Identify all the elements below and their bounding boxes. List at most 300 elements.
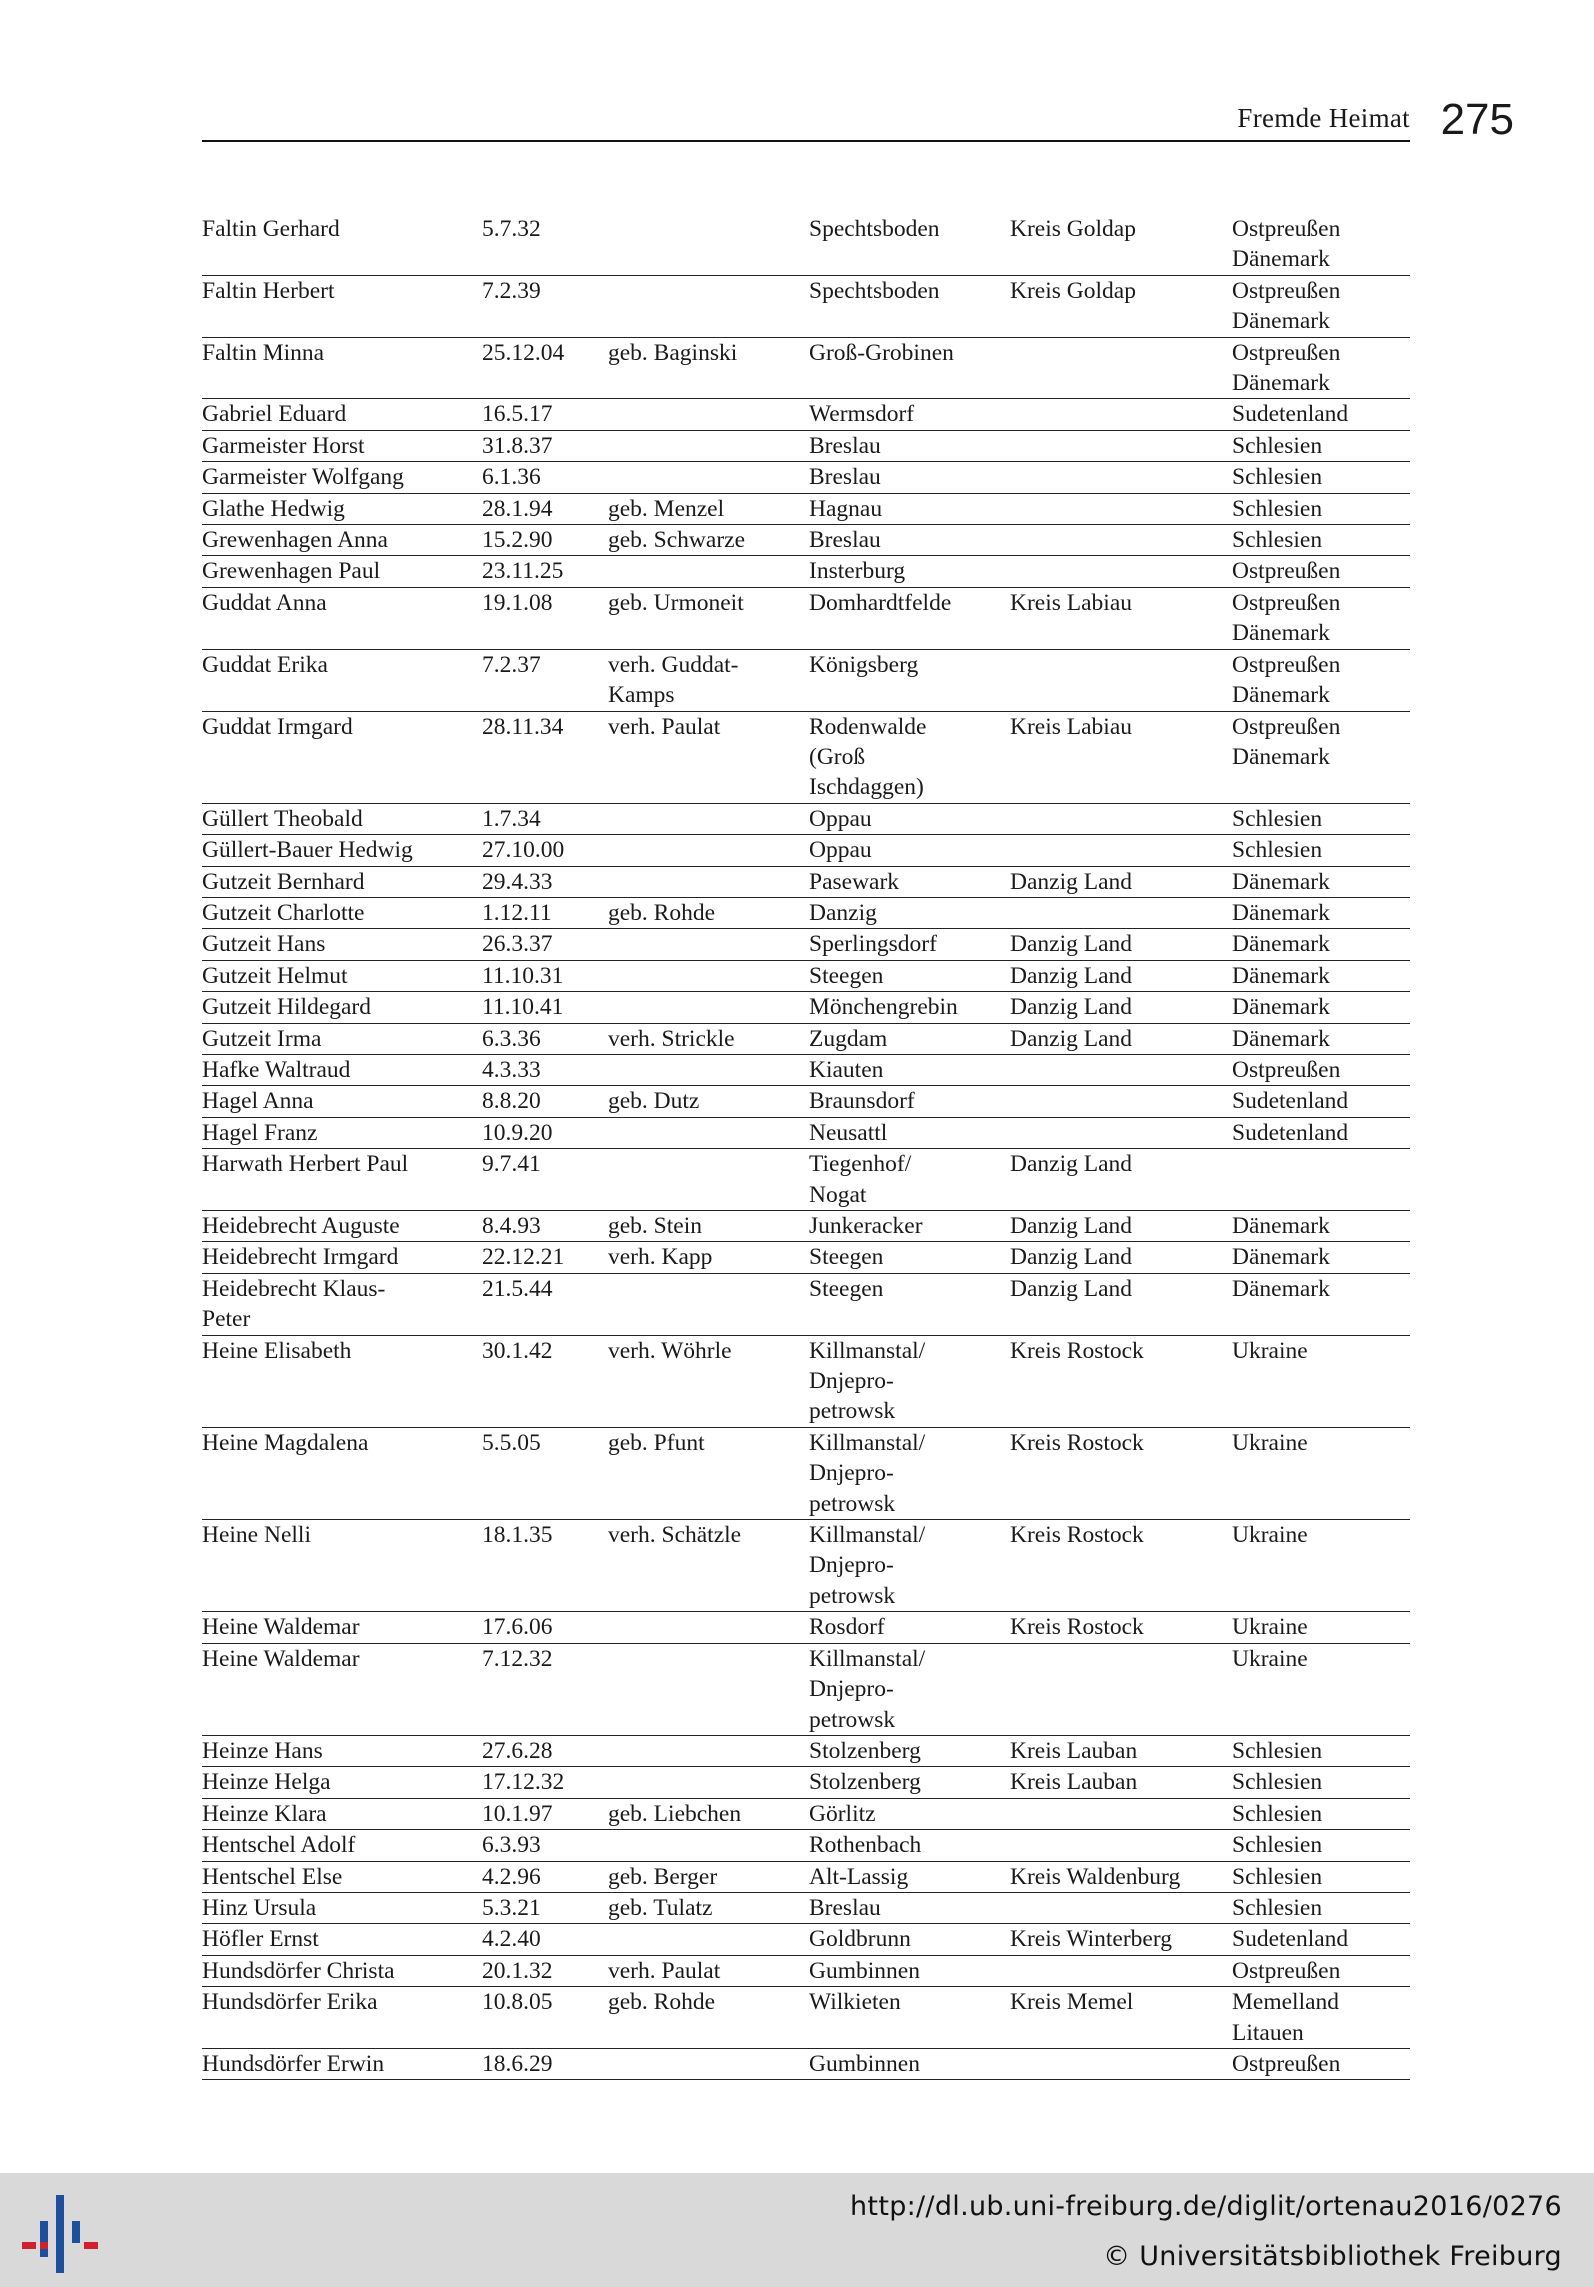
birthdate-cell: 8.4.93 <box>482 1213 541 1239</box>
place-cell: Breslau <box>809 527 881 554</box>
birthdate-cell: 11.10.41 <box>482 994 564 1021</box>
region-cell: Schlesien <box>1232 527 1323 554</box>
table-row <box>202 214 1410 276</box>
table-row <box>202 1149 1410 1211</box>
table-row <box>202 588 1410 650</box>
region-cell: Schlesien <box>1232 1894 1323 1921</box>
district-cell <box>1010 494 1232 524</box>
region-cell: Schlesien <box>1232 1832 1323 1859</box>
footer-bar <box>0 2173 1594 2287</box>
name-cell: Güllert-Bauer Hedwig <box>202 837 413 864</box>
name-cell: Guddat Anna <box>202 589 327 616</box>
maiden-name-cell: verh. Wöhrle <box>608 1337 732 1364</box>
region-cell: Schlesien <box>1232 495 1323 522</box>
maiden-name-cell <box>608 1612 809 1642</box>
district-cell: Kreis Memel <box>1010 1989 1134 2016</box>
name-cell: Faltin Gerhard <box>202 216 340 242</box>
maiden-name-cell: verh. Schätzle <box>608 1522 742 1549</box>
birthdate-cell: 7.2.39 <box>482 277 541 304</box>
district-cell <box>1010 338 1232 399</box>
maiden-name-cell: geb. Rohde <box>608 1989 716 2016</box>
district-cell <box>1010 1830 1232 1860</box>
name-cell: Heine Waldemar <box>202 1614 360 1641</box>
place-cell: Pasewark <box>809 868 900 895</box>
maiden-name-cell <box>608 1924 809 1954</box>
name-cell: Heine Magdalena <box>202 1429 369 1456</box>
district-cell: Kreis Rostock <box>1010 1522 1144 1549</box>
place-cell: Oppau <box>809 805 872 832</box>
district-cell: Kreis Rostock <box>1010 1614 1144 1641</box>
place-cell: Steegen <box>809 1244 884 1271</box>
place-cell: Breslau <box>809 1894 881 1921</box>
maiden-name-cell <box>608 1274 809 1335</box>
region-cell: Dänemark <box>1232 1275 1330 1302</box>
maiden-name-cell: geb. Rohde <box>608 899 716 926</box>
district-cell <box>1010 556 1232 586</box>
birthdate-cell: 1.12.11 <box>482 899 552 926</box>
place-cell: Wermsdorf <box>809 401 915 428</box>
region-cell: Ostpreußen Dänemark <box>1232 713 1341 770</box>
name-cell: Hentschel Adolf <box>202 1832 356 1859</box>
name-cell: Heidebrecht Auguste <box>202 1213 400 1239</box>
place-cell: Rosdorf <box>809 1614 885 1641</box>
table-row <box>202 338 1410 400</box>
name-cell: Hagel Anna <box>202 1088 314 1115</box>
source-url-link[interactable]: http://dl.ub.uni-freiburg.de/diglit/ortenau2016/0276 <box>850 2191 1562 2222</box>
maiden-name-cell <box>608 1736 809 1766</box>
table-row <box>202 556 1410 587</box>
name-cell: Glathe Hedwig <box>202 495 345 522</box>
name-cell: Güllert Theobald <box>202 805 363 832</box>
region-cell: Ostpreußen Dänemark <box>1232 339 1341 397</box>
table-row <box>202 835 1410 866</box>
district-cell <box>1010 804 1232 834</box>
page-number: 275 <box>1440 95 1514 144</box>
table-row <box>202 929 1410 960</box>
name-cell: Grewenhagen Anna <box>202 527 388 554</box>
birthdate-cell: 31.8.37 <box>482 432 553 459</box>
district-cell <box>1010 1118 1232 1148</box>
place-cell: Stolzenberg <box>809 1737 921 1764</box>
district-cell <box>1010 1956 1232 1986</box>
name-cell: Heine Elisabeth <box>202 1337 352 1364</box>
table-row <box>202 276 1410 338</box>
table-row <box>202 1520 1410 1612</box>
birthdate-cell: 10.8.05 <box>482 1989 553 2016</box>
district-cell: Kreis Labiau <box>1010 589 1133 616</box>
birthdate-cell: 23.11.25 <box>482 558 564 585</box>
region-cell: Dänemark <box>1232 899 1330 926</box>
region-cell: Dänemark <box>1232 962 1330 989</box>
birthdate-cell: 5.5.05 <box>482 1429 541 1456</box>
table-row <box>202 431 1410 462</box>
ub-freiburg-logo-icon[interactable] <box>20 2193 100 2275</box>
table-row <box>202 1644 1410 1736</box>
name-cell: Gutzeit Bernhard <box>202 868 365 895</box>
maiden-name-cell <box>608 431 809 461</box>
birthdate-cell: 25.12.04 <box>482 339 565 366</box>
region-cell: Dänemark <box>1232 868 1330 895</box>
maiden-name-cell: geb. Urmoneit <box>608 589 744 616</box>
table-row <box>202 2049 1410 2080</box>
district-cell <box>1010 1055 1232 1085</box>
region-cell: Ukraine <box>1232 1429 1308 1456</box>
district-cell: Danzig Land <box>1010 962 1133 989</box>
maiden-name-cell <box>608 804 809 834</box>
region-cell: Schlesien <box>1232 1737 1323 1764</box>
district-cell: Kreis Winterberg <box>1010 1926 1172 1953</box>
birthdate-cell: 8.8.20 <box>482 1088 541 1115</box>
place-cell: Hagnau <box>809 495 883 522</box>
table-row <box>202 1893 1410 1924</box>
birthdate-cell: 22.12.21 <box>482 1244 565 1271</box>
birthdate-cell: 5.3.21 <box>482 1894 541 1921</box>
birthdate-cell: 4.2.40 <box>482 1926 541 1953</box>
maiden-name-cell: geb. Menzel <box>608 495 725 522</box>
place-cell: Kiauten <box>809 1056 884 1083</box>
table-row <box>202 992 1410 1023</box>
table-row <box>202 525 1410 556</box>
region-cell: Ukraine <box>1232 1645 1308 1672</box>
page-header <box>202 95 1514 149</box>
region-cell: Schlesien <box>1232 837 1323 864</box>
table-row <box>202 1086 1410 1117</box>
place-cell: Gumbinnen <box>809 2050 920 2077</box>
name-cell: Gutzeit Hildegard <box>202 994 372 1021</box>
region-cell: Memelland Litauen <box>1232 1989 1340 2046</box>
maiden-name-cell: geb. Dutz <box>608 1088 700 1115</box>
birthdate-cell: 28.11.34 <box>482 713 564 740</box>
maiden-name-cell: verh. Guddat- Kamps <box>608 651 739 709</box>
district-cell <box>1010 399 1232 429</box>
table-row <box>202 1736 1410 1767</box>
birthdate-cell: 5.7.32 <box>482 216 541 242</box>
place-cell: Rothenbach <box>809 1832 922 1859</box>
district-cell: Danzig Land <box>1010 1275 1133 1302</box>
maiden-name-cell <box>608 867 809 897</box>
place-cell: Neusattl <box>809 1119 888 1146</box>
birthdate-cell: 15.2.90 <box>482 527 553 554</box>
district-cell <box>1010 898 1232 928</box>
district-cell: Kreis Rostock <box>1010 1429 1144 1456</box>
region-cell: Sudetenland <box>1232 401 1349 428</box>
name-cell: Guddat Erika <box>202 651 328 678</box>
district-cell <box>1010 1086 1232 1116</box>
name-cell: Garmeister Wolfgang <box>202 464 404 491</box>
copyright-notice: © Universitätsbibliothek Freiburg <box>1103 2241 1562 2272</box>
region-cell: Schlesien <box>1232 1863 1323 1890</box>
place-cell: Killmanstal/ Dnjepro- petrowsk <box>809 1337 926 1425</box>
name-cell: Heinze Klara <box>202 1800 327 1827</box>
region-cell: Ukraine <box>1232 1522 1308 1549</box>
birthdate-cell: 10.1.97 <box>482 1800 553 1827</box>
table-row <box>202 1274 1410 1336</box>
region-cell: Ostpreußen <box>1232 2050 1341 2077</box>
name-cell: Heinze Hans <box>202 1737 323 1764</box>
place-cell: Alt-Lassig <box>809 1863 909 1890</box>
name-cell: Grewenhagen Paul <box>202 558 381 585</box>
table-row <box>202 1924 1410 1955</box>
birthdate-cell: 4.2.96 <box>482 1863 541 1890</box>
place-cell: Breslau <box>809 432 881 459</box>
birthdate-cell: 6.3.36 <box>482 1025 541 1052</box>
table-row <box>202 1118 1410 1149</box>
name-cell: Hundsdörfer Erika <box>202 1989 378 2016</box>
maiden-name-cell: geb. Schwarze <box>608 527 746 554</box>
region-cell: Dänemark <box>1232 994 1330 1021</box>
region-cell: Dänemark <box>1232 1025 1330 1052</box>
region-cell: Schlesien <box>1232 805 1323 832</box>
place-cell: Spechtsboden <box>809 216 940 242</box>
region-cell <box>1232 1149 1410 1210</box>
birthdate-cell: 11.10.31 <box>482 962 564 989</box>
maiden-name-cell: geb. Berger <box>608 1863 718 1890</box>
maiden-name-cell <box>608 1118 809 1148</box>
maiden-name-cell <box>608 961 809 991</box>
table-row <box>202 399 1410 430</box>
birthdate-cell: 17.6.06 <box>482 1614 553 1641</box>
district-cell <box>1010 1799 1232 1829</box>
name-cell: Guddat Irmgard <box>202 713 353 740</box>
birthdate-cell: 16.5.17 <box>482 401 553 428</box>
region-cell: Ostpreußen Dänemark <box>1232 589 1341 647</box>
maiden-name-cell: verh. Kapp <box>608 1244 713 1271</box>
district-cell <box>1010 835 1232 865</box>
maiden-name-cell <box>608 462 809 492</box>
name-cell: Höfler Ernst <box>202 1926 319 1953</box>
place-cell: Sperlingsdorf <box>809 931 937 958</box>
birthdate-cell: 18.1.35 <box>482 1522 553 1549</box>
birthdate-cell: 26.3.37 <box>482 931 553 958</box>
place-cell: Braunsdorf <box>809 1088 915 1115</box>
place-cell: Killmanstal/ Dnjepro- petrowsk <box>809 1429 926 1517</box>
maiden-name-cell <box>608 1055 809 1085</box>
table-row <box>202 1024 1410 1055</box>
place-cell: Steegen <box>809 1275 884 1302</box>
birthdate-cell: 7.12.32 <box>482 1645 553 1672</box>
name-cell: Hundsdörfer Christa <box>202 1957 395 1984</box>
place-cell: Killmanstal/ Dnjepro- petrowsk <box>809 1645 926 1733</box>
district-cell: Danzig Land <box>1010 1025 1133 1052</box>
district-cell: Danzig Land <box>1010 1244 1133 1271</box>
place-cell: Mönchengrebin <box>809 994 958 1021</box>
table-row <box>202 1612 1410 1643</box>
district-cell <box>1010 1893 1232 1923</box>
birthdate-cell: 27.6.28 <box>482 1737 553 1764</box>
birthdate-cell: 10.9.20 <box>482 1119 553 1146</box>
name-cell: Hentschel Else <box>202 1863 343 1890</box>
birthdate-cell: 29.4.33 <box>482 868 553 895</box>
region-cell: Sudetenland <box>1232 1119 1349 1146</box>
birthdate-cell: 20.1.32 <box>482 1957 553 1984</box>
place-cell: Insterburg <box>809 558 906 585</box>
name-cell: Gabriel Eduard <box>202 401 347 428</box>
table-row <box>202 1428 1410 1520</box>
maiden-name-cell <box>608 1149 809 1210</box>
district-cell: Kreis Lauban <box>1010 1769 1138 1796</box>
district-cell: Danzig Land <box>1010 994 1133 1021</box>
region-cell: Ostpreußen <box>1232 558 1341 585</box>
region-cell: Ostpreußen Dänemark <box>1232 277 1341 335</box>
place-cell: Steegen <box>809 962 884 989</box>
table-row <box>202 1336 1410 1428</box>
birthdate-cell: 27.10.00 <box>482 837 565 864</box>
name-cell: Gutzeit Charlotte <box>202 899 365 926</box>
table-row <box>202 961 1410 992</box>
district-cell: Danzig Land <box>1010 931 1133 958</box>
table-row <box>202 1799 1410 1830</box>
place-cell: Danzig <box>809 899 877 926</box>
district-cell <box>1010 431 1232 461</box>
birthdate-cell: 6.3.93 <box>482 1832 541 1859</box>
place-cell: Oppau <box>809 837 872 864</box>
name-cell: Garmeister Horst <box>202 432 365 459</box>
table-row <box>202 1830 1410 1861</box>
birthdate-cell: 6.1.36 <box>482 464 541 491</box>
birthdate-cell: 19.1.08 <box>482 589 553 616</box>
region-cell: Ostpreußen Dänemark <box>1232 651 1341 709</box>
maiden-name-cell <box>608 399 809 429</box>
district-cell: Kreis Labiau <box>1010 713 1133 740</box>
birthdate-cell: 1.7.34 <box>482 805 541 832</box>
region-cell: Schlesien <box>1232 464 1323 491</box>
region-cell: Sudetenland <box>1232 1926 1349 1953</box>
name-cell: Faltin Minna <box>202 339 325 366</box>
birthdate-cell: 21.5.44 <box>482 1275 553 1302</box>
place-cell: Königsberg <box>809 651 919 678</box>
district-cell <box>1010 2049 1232 2079</box>
name-cell: Hagel Franz <box>202 1119 318 1146</box>
name-cell: Heinze Helga <box>202 1769 331 1796</box>
maiden-name-cell <box>608 1767 809 1797</box>
maiden-name-cell: verh. Strickle <box>608 1025 735 1052</box>
maiden-name-cell: geb. Baginski <box>608 339 738 366</box>
name-cell: Heine Waldemar <box>202 1645 360 1672</box>
maiden-name-cell <box>608 1830 809 1860</box>
place-cell: Spechtsboden <box>809 277 940 304</box>
district-cell: Kreis Rostock <box>1010 1337 1144 1364</box>
maiden-name-cell: geb. Tulatz <box>608 1894 713 1921</box>
name-cell: Harwath Herbert Paul <box>202 1151 409 1178</box>
table-row <box>202 1862 1410 1893</box>
table-row <box>202 1767 1410 1798</box>
running-title: Fremde Heimat <box>1237 103 1410 133</box>
maiden-name-cell: verh. Paulat <box>608 713 721 740</box>
region-cell: Schlesien <box>1232 1769 1323 1796</box>
region-cell: Schlesien <box>1232 432 1323 459</box>
maiden-name-cell <box>608 276 809 337</box>
table-row <box>202 494 1410 525</box>
maiden-name-cell <box>608 835 809 865</box>
place-cell: Gumbinnen <box>809 1957 920 1984</box>
birthdate-cell: 17.12.32 <box>482 1769 565 1796</box>
maiden-name-cell <box>608 214 809 275</box>
table-row <box>202 1956 1410 1987</box>
district-cell <box>1010 525 1232 555</box>
birthdate-cell: 9.7.41 <box>482 1151 541 1178</box>
region-cell: Ostpreußen <box>1232 1957 1341 1984</box>
district-cell: Kreis Waldenburg <box>1010 1863 1181 1890</box>
name-cell: Hafke Waltraud <box>202 1056 351 1083</box>
region-cell: Schlesien <box>1232 1800 1323 1827</box>
table-row <box>202 650 1410 712</box>
place-cell: Killmanstal/ Dnjepro- petrowsk <box>809 1522 926 1609</box>
district-cell <box>1010 462 1232 492</box>
district-cell <box>1010 1644 1232 1735</box>
birthdate-cell: 30.1.42 <box>482 1337 553 1364</box>
name-cell: Gutzeit Helmut <box>202 962 348 989</box>
place-cell: Tiegenhof/ Nogat <box>809 1151 912 1208</box>
name-cell: Gutzeit Hans <box>202 931 326 958</box>
maiden-name-cell <box>608 992 809 1022</box>
table-row <box>202 1987 1410 2049</box>
name-cell: Heine Nelli <box>202 1522 311 1549</box>
maiden-name-cell: geb. Pfunt <box>608 1429 705 1456</box>
table-row <box>202 712 1410 804</box>
table-row <box>202 1242 1410 1273</box>
region-cell: Sudetenland <box>1232 1088 1349 1115</box>
birthdate-cell: 28.1.94 <box>482 495 553 522</box>
place-cell: Zugdam <box>809 1025 888 1052</box>
name-cell: Heidebrecht Irmgard <box>202 1244 399 1271</box>
maiden-name-cell <box>608 1644 809 1735</box>
region-cell: Dänemark <box>1232 1244 1330 1271</box>
name-cell: Heidebrecht Klaus- Peter <box>202 1275 386 1333</box>
district-cell: Danzig Land <box>1010 868 1133 895</box>
region-cell: Ostpreußen <box>1232 1056 1341 1083</box>
region-cell: Ukraine <box>1232 1614 1308 1641</box>
maiden-name-cell: verh. Paulat <box>608 1957 721 1984</box>
district-cell: Kreis Goldap <box>1010 277 1136 304</box>
table-row <box>202 1211 1410 1242</box>
place-cell: Stolzenberg <box>809 1769 921 1796</box>
maiden-name-cell: geb. Stein <box>608 1213 702 1239</box>
place-cell: Wilkieten <box>809 1989 901 2016</box>
place-cell: Breslau <box>809 464 881 491</box>
birthdate-cell: 7.2.37 <box>482 651 541 678</box>
region-cell: Ostpreußen Dänemark <box>1232 216 1341 273</box>
name-cell: Hinz Ursula <box>202 1894 317 1921</box>
table-row <box>202 462 1410 493</box>
place-cell: Rodenwalde (Groß Ischdaggen) <box>809 713 927 801</box>
header-rule <box>202 140 1410 142</box>
place-cell: Goldbrunn <box>809 1926 911 1953</box>
birthdate-cell: 4.3.33 <box>482 1056 541 1083</box>
name-cell: Faltin Herbert <box>202 277 335 304</box>
maiden-name-cell <box>608 929 809 959</box>
table-row <box>202 804 1410 835</box>
district-cell: Danzig Land <box>1010 1151 1133 1178</box>
register-table <box>202 214 1410 2080</box>
name-cell: Gutzeit Irma <box>202 1025 322 1052</box>
district-cell: Danzig Land <box>1010 1213 1133 1239</box>
maiden-name-cell <box>608 2049 809 2079</box>
region-cell: Dänemark <box>1232 1213 1330 1239</box>
birthdate-cell: 18.6.29 <box>482 2050 553 2077</box>
place-cell: Görlitz <box>809 1800 876 1827</box>
maiden-name-cell: geb. Liebchen <box>608 1800 742 1827</box>
place-cell: Groß-Grobinen <box>809 339 954 366</box>
district-cell <box>1010 650 1232 711</box>
region-cell: Ukraine <box>1232 1337 1308 1364</box>
district-cell: Kreis Goldap <box>1010 216 1136 242</box>
maiden-name-cell <box>608 556 809 586</box>
name-cell: Hundsdörfer Erwin <box>202 2050 385 2077</box>
table-row <box>202 1055 1410 1086</box>
region-cell: Dänemark <box>1232 931 1330 958</box>
place-cell: Junkeracker <box>809 1213 923 1239</box>
district-cell: Kreis Lauban <box>1010 1737 1138 1764</box>
